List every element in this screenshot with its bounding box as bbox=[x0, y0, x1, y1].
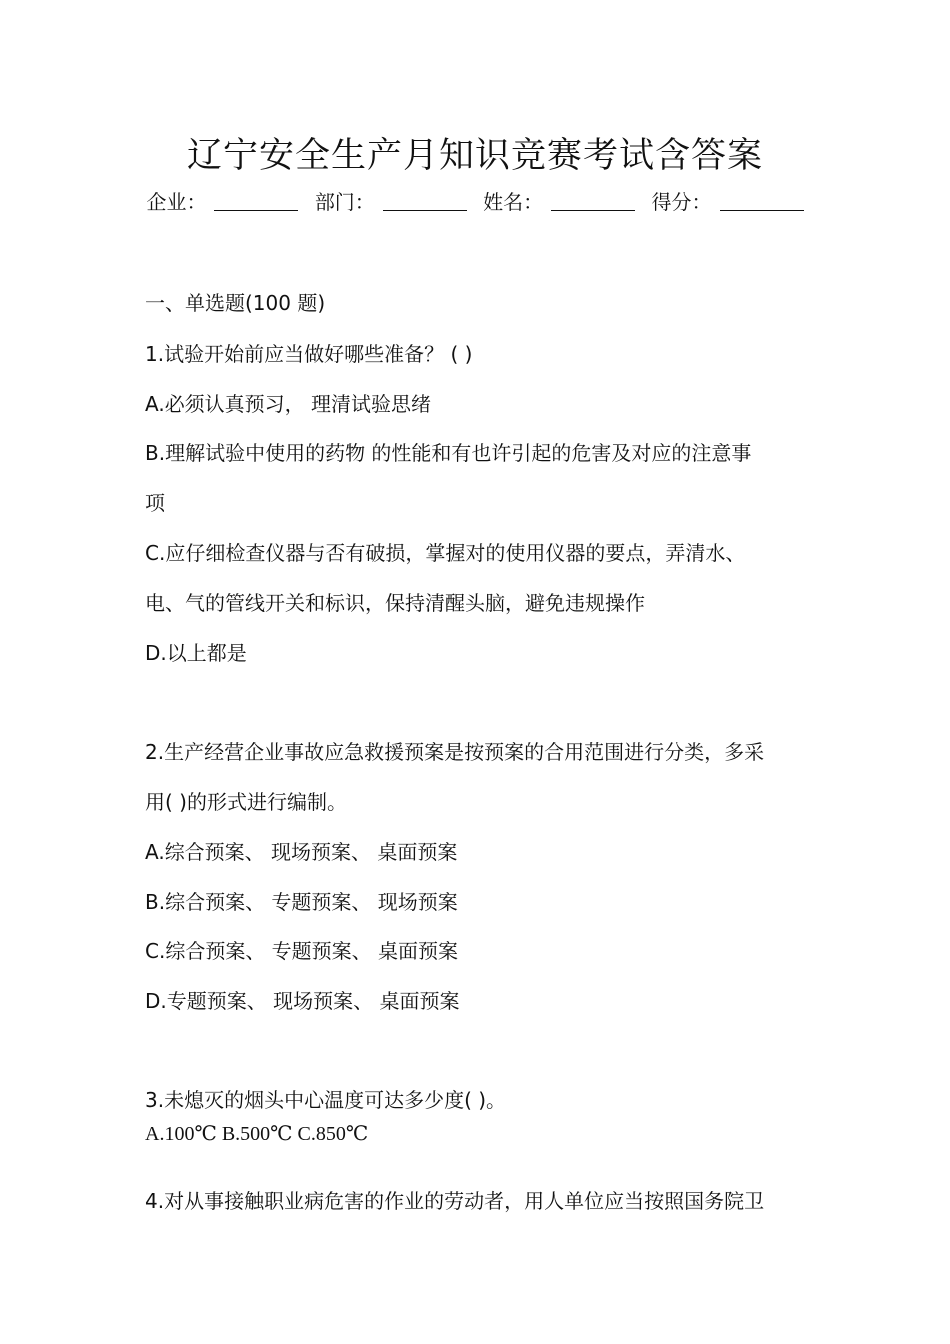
document-title: 辽宁安全生产月知识竞赛考试含答案 bbox=[186, 136, 763, 176]
section-heading: 一、单选题(100 题) bbox=[145, 291, 326, 315]
question-2-option-c: C.综合预案、 专题预案、 桌面预案 bbox=[145, 939, 459, 963]
question-1-option-d: D.以上都是 bbox=[145, 641, 247, 665]
score-blank[interactable] bbox=[720, 192, 804, 211]
department-field bbox=[315, 190, 467, 214]
header-fields bbox=[0, 186, 950, 215]
name-label: 姓名： bbox=[483, 190, 544, 214]
question-2-option-d: D.专题预案、 现场预案、 桌面预案 bbox=[145, 989, 460, 1013]
question-1-option-c-cont: 电、气的管线开关和标识，保持清醒头脑，避免违规操作 bbox=[145, 591, 645, 615]
question-1-option-b-cont: 项 bbox=[145, 491, 165, 515]
question-1-option-b: B.理解试验中使用的药物 的性能和有也许引起的危害及对应的注意事 bbox=[145, 441, 752, 465]
question-3-stem: 3.未熄灭的烟头中心温度可达多少度( )。 bbox=[145, 1088, 507, 1112]
company-label: 企业： bbox=[146, 190, 207, 214]
question-2-option-a: A.综合预案、 现场预案、 桌面预案 bbox=[145, 840, 458, 864]
question-3-options: A.100℃ B.500℃ C.850℃ bbox=[145, 1123, 369, 1145]
question-2-option-b: B.综合预案、 专题预案、 现场预案 bbox=[145, 890, 458, 914]
question-4-stem: 4.对从事接触职业病危害的作业的劳动者，用人单位应当按照国务院卫 bbox=[145, 1189, 765, 1213]
question-1-option-a: A.必须认真预习， 理清试验思绪 bbox=[145, 392, 432, 416]
company-field bbox=[146, 190, 298, 214]
company-blank[interactable] bbox=[214, 192, 298, 211]
question-2-stem-cont: 用( )的形式进行编制。 bbox=[145, 790, 347, 814]
question-1-stem: 1.试验开始前应当做好哪些准备？ ( ) bbox=[145, 342, 473, 366]
score-label: 得分： bbox=[651, 190, 712, 214]
question-1-option-c: C.应仔细检查仪器与否有破损，掌握对的使用仪器的要点，弄清水、 bbox=[145, 541, 746, 565]
score-field bbox=[652, 190, 804, 214]
department-label: 部门： bbox=[314, 190, 375, 214]
department-blank[interactable] bbox=[383, 192, 467, 211]
name-blank[interactable] bbox=[551, 192, 635, 211]
question-2-stem: 2.生产经营企业事故应急救援预案是按预案的合用范围进行分类，多采 bbox=[145, 740, 765, 764]
name-field bbox=[483, 190, 635, 214]
